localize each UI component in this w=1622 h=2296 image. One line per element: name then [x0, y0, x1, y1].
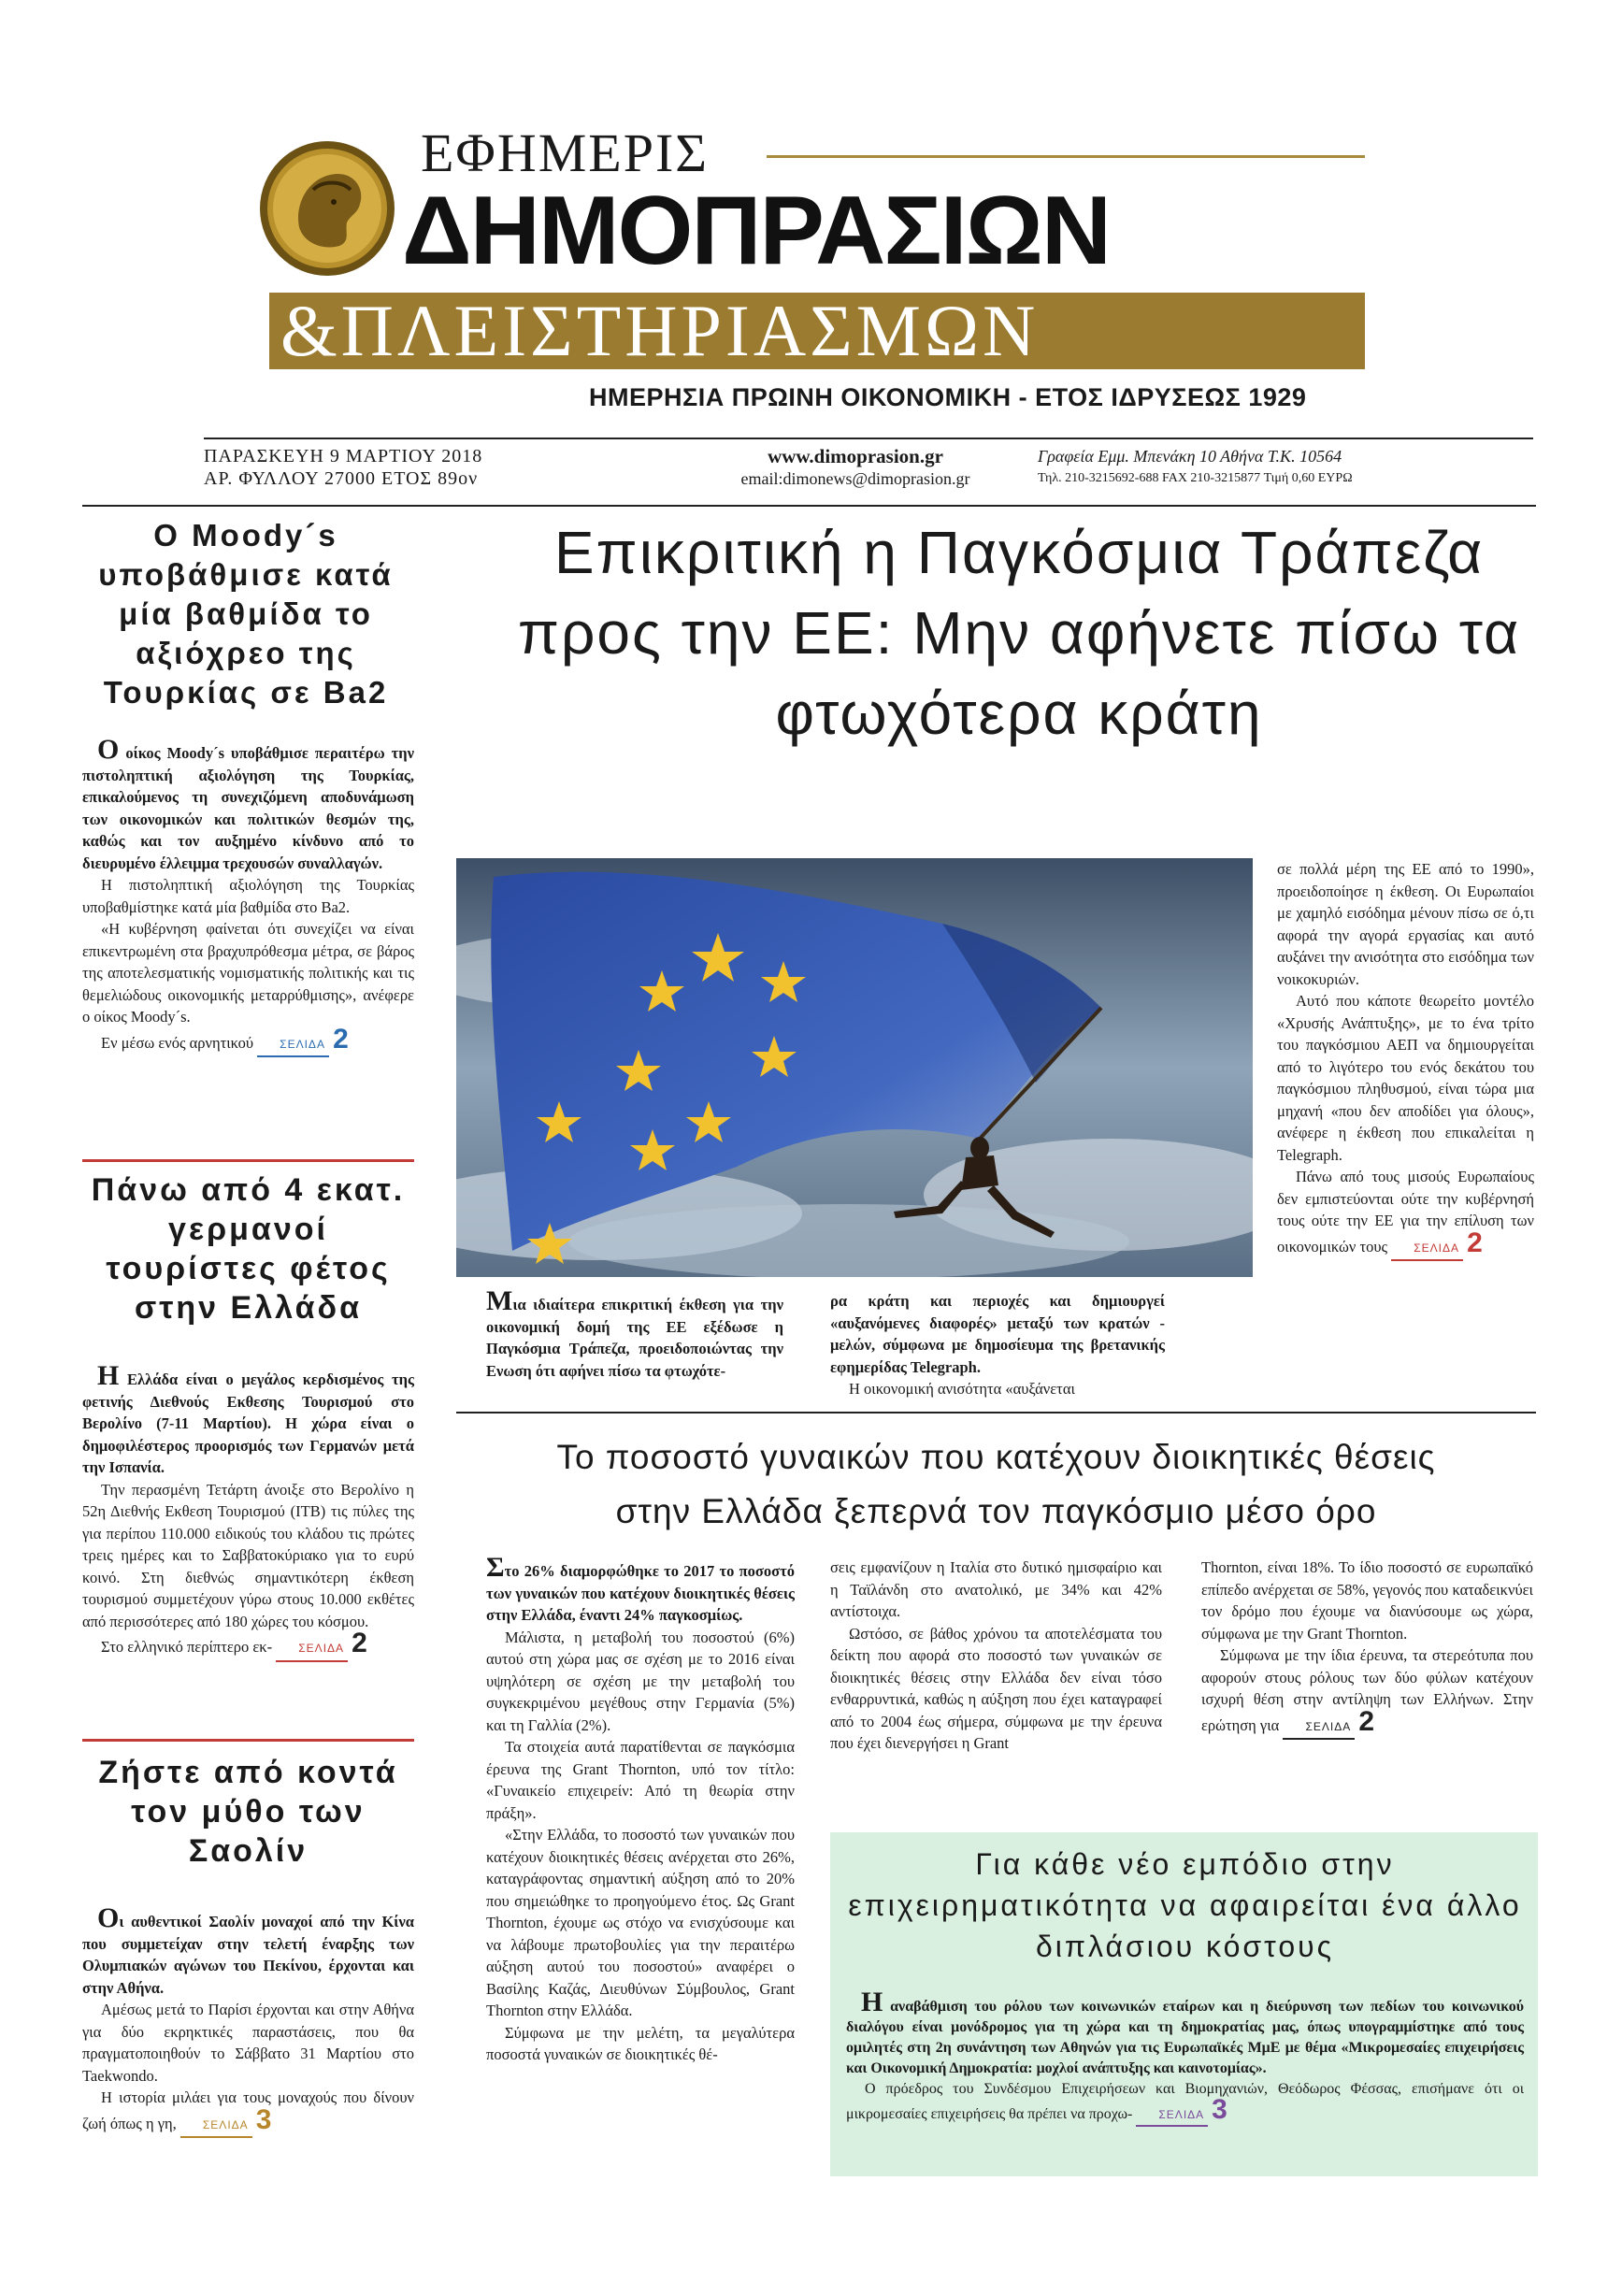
masthead-line1: ΕΦΗΜΕΡΙΣ [421, 122, 710, 183]
masthead-gold-rule [767, 155, 1365, 158]
women-story-col2 [830, 1557, 1162, 1755]
box-story-title: Για κάθε νέο εμπόδιο στην επιχειρηματικότητα να αφαιρείται ένα άλλο διπλάσιου κόστους [848, 1847, 1522, 1963]
shaolin-article [82, 1902, 414, 2138]
paragraph: Μάλιστα, η μεταβολή του ποσοστού (6%) αυτού στη χώρα μας σε σχέση με το 2016 είναι υψηλότερη σε σχέση με την μεταβολή του συγκεκριμένου μεγέθους στην Γερμανία (5%) και τη Γαλλία (2%). [486, 1628, 795, 1734]
section-rule [456, 1412, 1536, 1413]
paragraph: σεις εμφανίζουν η Ιταλία στο δυτικό ημισφαίριο και η Ταϊλάνδη στο ανατολικό, με 34% και 42% αντίστοιχα. [830, 1558, 1162, 1620]
dropcap: Η [861, 1987, 883, 2017]
moodys-article [82, 734, 414, 1057]
paragraph: Ο πρόεδρος του Συνδέσμου Επιχειρήσεων και Βιομηχανιών, Θεόδωρος Φέσσας, επισήμανε ότι οι μικρομεσαίες επιχειρήσεις θα πρέπει να προχω- [846, 2081, 1524, 2122]
coin-logo [257, 138, 397, 279]
page-ref-logo: ΣΕΛΙΔΑ [180, 2115, 252, 2139]
paragraph: Στο ελληνικό περίπτερο εκ- [101, 1638, 273, 1656]
page-ref-number[interactable]: 3 [255, 2103, 272, 2135]
lead-text: ι αυθεντικοί Σαολίν μοναχοί από την Κίνα που συμμετείχαν στην τελετή έναρξης των Ολυμπιακών αγώνων του Πεκίνου, έρχονται και στην Αθήνα. [82, 1913, 414, 1997]
paragraph: Τα στοιχεία αυτά παρατίθενται σε παγκόσμια έρευνα της Grant Thornton, υπό τον τίτλο: «Γυναικείο επιχειρείν: Από τη θεωρία στην πράξη». [486, 1738, 795, 1822]
page-ref-number[interactable]: 3 [1212, 2094, 1227, 2125]
dropcap: Η [97, 1360, 120, 1391]
web-block [720, 445, 991, 490]
paragraph: Η ιστορία μιλάει για τους μοναχούς που δίνουν ζωή όπως η γη, [82, 2088, 414, 2132]
dropcap: Ο [97, 1902, 120, 1933]
office-block [1038, 445, 1543, 490]
email-link[interactable]: email:dimonews@dimoprasion.gr [740, 469, 970, 488]
header-top-rule [204, 438, 1533, 439]
page-ref-number[interactable]: 2 [333, 1023, 349, 1055]
page-ref-number[interactable]: 2 [1358, 1705, 1375, 1737]
paragraph: Σύμφωνα με την ίδια έρευνα, τα στερεότυπα που αφορούν στους ρόλους των δύο φύλων κατέχουν ισχυρή θέση στην αντίληψη των Ελλήνων. Στην ερώτηση για [1201, 1646, 1533, 1734]
lead-text: οίκος Moody´s υποβάθμισε περαιτέρω την πιστοληπτική αξιολόγηση της Τουρκίας, επικαλούμενος τη συνεχιζόμενη αποδυνάμωση των οικονομικών και πολιτικών θεσμών της, καθώς και τον αυξημένο κίνδυνο από το διευρυμένο έλλειμμα τρεχουσών συναλλαγών. [82, 744, 414, 872]
office-address: Γραφεία Εμμ. Μπενάκη 10 Αθήνα Τ.Κ. 10564 [1038, 447, 1342, 466]
paragraph: Η πιστοληπτική αξιολόγηση της Τουρκίας υποβαθμίστηκε κατά μία βαθμίδα στο Ba2. [82, 876, 414, 916]
dropcap: Σ [486, 1552, 505, 1583]
section-divider [82, 1739, 414, 1742]
lead-story-col1 [486, 1285, 783, 1382]
paragraph: Thornton, είναι 18%. Το ίδιο ποσοστό σε ευρωπαϊκό επίπεδο ανέρχεται σε 58%, γεγονός που καταδεικνύει τον δρόμο που έχουμε να διανύσουμε ως χώρα, σύμφωνα με την Grant Thornton. [1201, 1558, 1533, 1643]
paragraph: «Στην Ελλάδα, το ποσοστό των γυναικών που κατέχουν διοικητικές θέσεις ανέρχεται στο 26%, καταγράφοντας σημαντική αύξηση από το 20% που σημειώθηκε το προηγούμενο έτος. Ως Grant Thornton, έχουμε ως στόχο να ενισχύσουμε και να λάβουμε πρωτοβουλίες για την περαιτέρω αύξηση αυτού του ποσοστού» αναφέρει ο Βασίλης Καζάς, Διευθύνων Σύμβουλος, Grant Thornton στην Ελλάδα. [486, 1826, 795, 2019]
page-ref-logo: ΣΕΛΙΔΑ [1136, 2104, 1208, 2127]
box-story-body [846, 1987, 1524, 2127]
lead-text: ια ιδιαίτερα επικριτική έκθεση για την οικονομική δομή της ΕΕ εξέδωσε η Παγκόσμια Τράπεζα, προειδοποιώντας την Ενωση ότι αφήνει πίσω τα φτωχότε- [486, 1296, 783, 1380]
issue-number: ΑΡ. ΦΥΛΛΟΥ 27000 ΕΤΟΣ 89ον [204, 468, 479, 489]
dropcap: Ο [97, 734, 120, 765]
page-ref-logo: ΣΕΛΙΔΑ [1283, 1716, 1355, 1741]
lead-text: ρα κράτη και περιοχές και δημιουργεί «αυξανόμενες διαφορές» μεταξύ των κρατών - μελών, σύμφωνα με δημοσίευμα της βρετανικής εφημερίδας Telegraph. [830, 1292, 1165, 1376]
tourists-title: Πάνω από 4 εκατ. γερμανοί τουρίστες φέτος στην Ελλάδα [91, 1172, 406, 1326]
contact-line: Τηλ. 210-3215692-688 FAX 210-3215877 Τιμή 0,60 ΕΥΡΩ [1038, 471, 1353, 485]
page-ref-logo: ΣΕΛΙΔΑ [257, 1034, 329, 1058]
women-story-col1 [486, 1552, 795, 2066]
moodys-title: Ο Moody´s υποβάθμισε κατά μία βαθμίδα το αξιόχρεο της Τουρκίας σε Ba2 [98, 518, 394, 710]
masthead-title: ΔΗΜΟΠΡΑΣΙΩΝ [402, 177, 1111, 285]
paragraph: Εν μέσω ενός αρνητικού [101, 1033, 254, 1052]
paragraph: Αυτό που κάποτε θεωρείτο μοντέλο «Χρυσής Ανάπτυξης», με το ένα τρίτο του παγκόσμιου ΑΕΠ να δημιουργείται από το λιγότερο του ενός δεκάτου του παγκόσμιου πληθυσμού, είναι τώρα μια μηχανή «που δεν αποδίδει για όλους», ανέφερε η έκθεση που επικαλείται η Telegraph. [1277, 992, 1534, 1164]
section-divider [82, 1159, 414, 1162]
page-ref-logo: ΣΕΛΙΔΑ [276, 1638, 348, 1662]
issue-date: ΠΑΡΑΣΚΕΥΗ 9 ΜΑΡΤΙΟΥ 2018 [204, 446, 483, 466]
date-block [204, 445, 482, 490]
lead-text: το 26% διαμορφώθηκε το 2017 το ποσοστό των γυναικών που κατέχουν διοικητικές θέσεις στην Ελλάδα, έναντι 24% παγκοσμίως. [486, 1562, 795, 1624]
women-story-title-1: Το ποσοστό γυναικών που κατέχουν διοικητικές θέσεις [556, 1438, 1436, 1476]
paragraph: Ωστόσο, σε βάθος χρόνου τα αποτελέσματα του δείκτη που αφορά στο ποσοστό των γυναικών σε διοικητικές θέσεις στην Ελλάδα δεν είναι τόσο ενθαρρυντικά, καθώς η αύξηση που έχει καταγραφεί από το 2004 έως σήμερα, σύμφωνα με την έρευνα που έχει διενεργήσει η Grant [830, 1624, 1162, 1752]
paragraph: Αμέσως μετά το Παρίσι έρχονται και στην Αθήνα για δύο εκρηκτικές παραστάσεις, που θα πραγματοποιηθούν το Σάββατο 31 Μαρτίου στο Taekwondo. [82, 2001, 414, 2085]
women-story-title-2: στην Ελλάδα ξεπερνά τον παγκόσμιο μέσο όρο [615, 1492, 1377, 1530]
masthead-tagline: ΗΜΕΡΗΣΙΑ ΠΡΩΙΝΗ ΟΙΚΟΝΟΜΙΚΗ - ΕΤΟΣ ΙΔΡΥΣΕΩΣ 1929 [589, 383, 1307, 411]
lead-story-title: Επικριτική η Παγκόσμια Τράπεζα προς την ΕΕ: Μην αφήνετε πίσω τα φτωχότερα κράτη [517, 519, 1521, 747]
page-ref-logo: ΣΕΛΙΔΑ [1391, 1238, 1463, 1262]
shaolin-title: Ζήστε από κοντά τον μύθο των Σαολίν [98, 1755, 398, 1869]
paragraph: Πάνω από τους μισούς Ευρωπαίους δεν εμπιστεύονται ούτε την κυβέρνησή τους ούτε την ΕΕ για την επίλυση των οικονομικών τους [1277, 1168, 1534, 1256]
dropcap: Μ [486, 1285, 513, 1316]
website-link[interactable]: www.dimoprasion.gr [768, 445, 943, 467]
lead-story-col3 [1277, 858, 1534, 1261]
page-ref-number[interactable]: 2 [1467, 1227, 1483, 1258]
women-story-col3 [1201, 1557, 1533, 1740]
paragraph: Την περασμένη Τετάρτη άνοιξε στο Βερολίνο η 52η Διεθνής Εκθεση Τουρισμού (ΙΤΒ) τις πύλες της για περίπου 110.000 ειδικούς του κλάδου τις πρώτες τρεις ημέρες και το Σαββατοκύριακο για το ευρύ κοινό. Στη διεθνώς σημαντικότερη έκθεση τουρισμού συμμετέχουν γύρω στους 10.000 εκθέτες από περισσότερες από 180 χώρες του κόσμου. [82, 1480, 414, 1630]
header-bottom-rule [82, 505, 1536, 507]
paragraph: Η οικονομική ανισότητα «αυξάνεται [849, 1380, 1075, 1398]
tourists-article [82, 1360, 414, 1662]
paragraph: «Η κυβέρνηση φαίνεται ότι συνεχίζει να είναι επικεντρωμένη στα βραχυπρόθεσμα μέτρα, σε βάρος της αποτελεσματικής νομισματικής πολιτικής και τις θεμελιώδους οικονομικής μεταρρύθμισης», ανέφερε ο οίκος Moody´s. [82, 920, 414, 1026]
masthead-subtitle-band: &ΠΛΕΙΣΤΗΡΙΑΣΜΩΝ [269, 293, 1365, 369]
lead-text: αναβάθμιση του ρόλου των κοινωνικών εταίρων και η διεύρυνση των πεδίων του κοινωνικού διαλόγου είναι μονόδρομος για τη χώρα και τη δημοκρατίας μας, όπως υπογραμμίστηκε από τους ομιλητές στη 2η συνάντηση των Αθηνών για τις Ευρωπαϊκές ΜμΕ με θέμα «Μικρομεσαίες επιχειρήσεις και Οικονομική Δημοκρατία: μοχλοί ανάπτυξης και καινοτομίας». [846, 1999, 1524, 2076]
lead-story-col2 [830, 1290, 1165, 1400]
paragraph: Σύμφωνα με την μελέτη, τα μεγαλύτερα ποσοστά γυναικών σε διοικητικές θέ- [486, 2023, 795, 2063]
page-ref-number[interactable]: 2 [352, 1628, 367, 1658]
eu-flag-illustration [456, 858, 1253, 1277]
lead-text: Ελλάδα είναι ο μεγάλος κερδισμένος της φετινής Διεθνούς Εκθεσης Τουρισμού στο Βερολίνο (7-11 Μαρτίου). Η χώρα είναι ο δημοφιλέστερος προορισμός των Γερμανών μετά την Ισπανία. [82, 1370, 414, 1476]
paragraph: σε πολλά μέρη της ΕΕ από το 1990», προειδοποίησε η έκθεση. Οι Ευρωπαίοι με χαμηλό εισόδημα μένουν πίσω σε ό,τι αφορά την αγορά εργασίας και αυτό αυξάνει την ανισότητα στο εισόδημα των νοικοκυριών. [1277, 860, 1534, 988]
